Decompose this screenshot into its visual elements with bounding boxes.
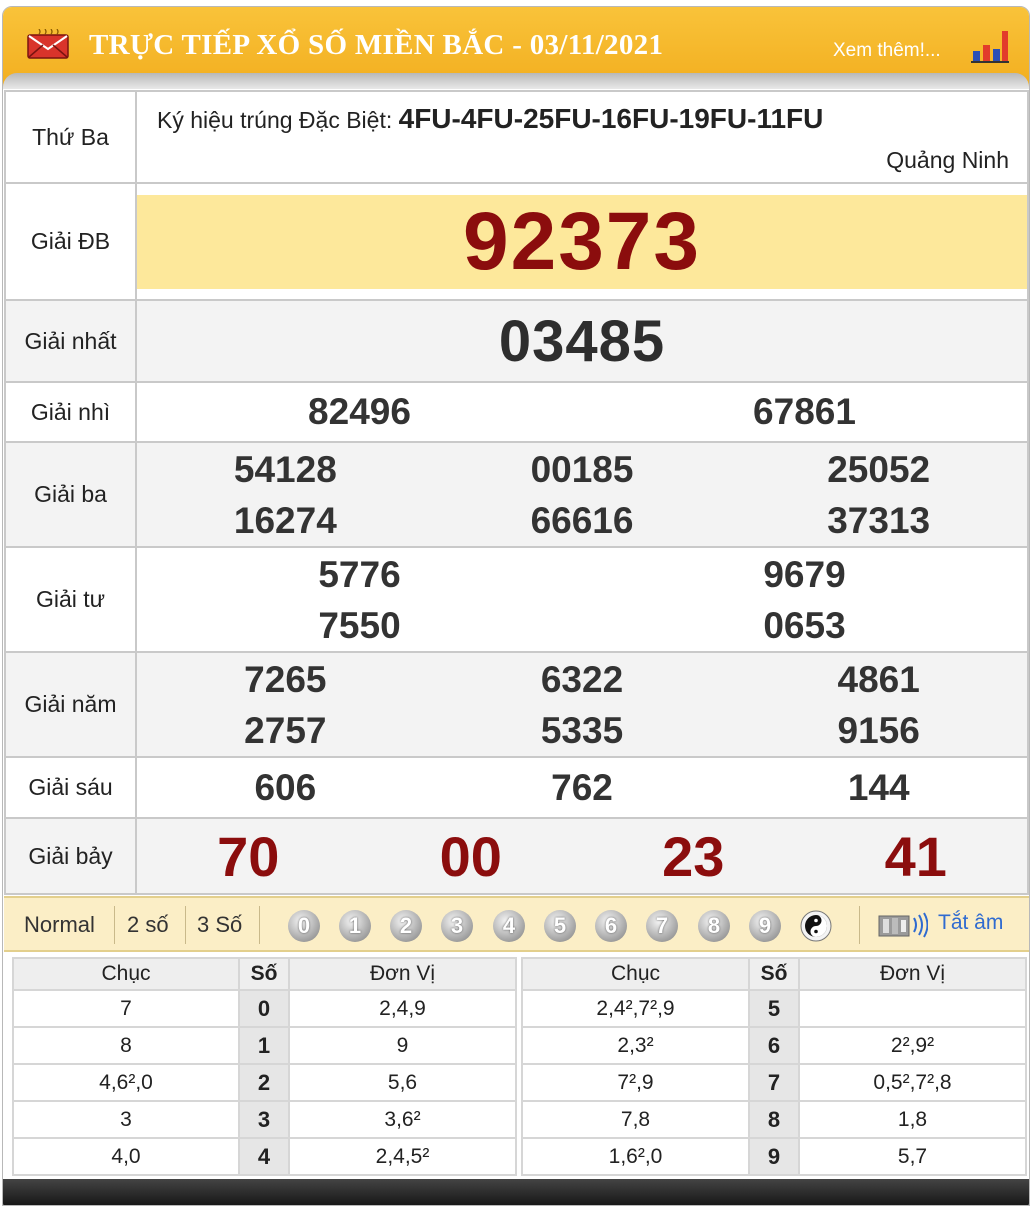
loto-digit-cell: 5 bbox=[749, 990, 799, 1027]
prize-tu-row bbox=[5, 547, 1028, 652]
loto-row bbox=[13, 1064, 516, 1101]
divider bbox=[259, 906, 260, 944]
yin-yang-icon[interactable] bbox=[800, 910, 832, 942]
loto-digit-cell: 2 bbox=[239, 1064, 289, 1101]
prize-number: 9156 bbox=[837, 709, 920, 751]
loto-chuc-cell: 7 bbox=[13, 990, 239, 1027]
header-shade bbox=[3, 73, 1029, 89]
divider bbox=[185, 906, 186, 944]
prize-number: 03485 bbox=[498, 308, 666, 374]
prize-label: Giải nhì bbox=[5, 382, 136, 442]
loto-chuc-cell: 1,6²,0 bbox=[522, 1138, 749, 1175]
loto-chuc-cell: 7²,9 bbox=[522, 1064, 749, 1101]
loto-digit-cell: 6 bbox=[749, 1027, 799, 1064]
loto-table-right bbox=[521, 957, 1027, 1176]
loto-row bbox=[13, 1101, 516, 1138]
prize-number: 4861 bbox=[837, 658, 920, 700]
loto-don-vi-cell: 9 bbox=[289, 1027, 516, 1064]
loto-row bbox=[522, 1101, 1026, 1138]
column-header-don-vi: Đơn Vị bbox=[289, 958, 516, 990]
prize-number: 41 bbox=[884, 824, 947, 888]
loto-header-row bbox=[13, 958, 516, 990]
loto-chuc-cell: 8 bbox=[13, 1027, 239, 1064]
digit-1-button[interactable]: 1 bbox=[339, 910, 371, 942]
prize-nam-row bbox=[5, 652, 1028, 757]
loto-don-vi-cell: 2²,9² bbox=[799, 1027, 1026, 1064]
digit-0-button[interactable]: 0 bbox=[288, 910, 320, 942]
page-title: TRỰC TIẾP XỔ SỐ MIỀN BẮC - 03/11/2021 bbox=[89, 29, 664, 61]
prize-number: 9679 bbox=[763, 553, 846, 595]
prize-number: 6322 bbox=[540, 658, 624, 700]
prize-number: 82496 bbox=[308, 391, 411, 432]
column-header-don-vi: Đơn Vị bbox=[799, 958, 1026, 990]
header-bar bbox=[3, 7, 1029, 89]
loto-digit-cell: 0 bbox=[239, 990, 289, 1027]
special-code-label: Ký hiệu trúng Đặc Biệt: bbox=[157, 107, 399, 133]
special-code-line bbox=[137, 93, 1027, 181]
loto-don-vi-cell: 0,5²,7²,8 bbox=[799, 1064, 1026, 1101]
digit-6-button[interactable]: 6 bbox=[595, 910, 627, 942]
prize-number: 2757 bbox=[244, 709, 327, 751]
prize-ba-row bbox=[5, 442, 1028, 547]
loto-don-vi-cell: 5,6 bbox=[289, 1064, 516, 1101]
column-header-so: Số bbox=[239, 958, 289, 990]
loto-digit-cell: 4 bbox=[239, 1138, 289, 1175]
prize-number: 25052 bbox=[827, 448, 931, 490]
digit-4-button[interactable]: 4 bbox=[493, 910, 525, 942]
loto-row bbox=[522, 1027, 1026, 1064]
prize-label: Giải năm bbox=[5, 652, 136, 757]
loto-table-left bbox=[12, 957, 517, 1176]
prize-number: 7265 bbox=[244, 658, 327, 700]
loto-digit-cell: 1 bbox=[239, 1027, 289, 1064]
loto-row bbox=[522, 990, 1026, 1027]
prize-number: 16274 bbox=[233, 499, 337, 541]
mode-normal-button[interactable]: Normal bbox=[24, 912, 95, 937]
prize-number: 54128 bbox=[233, 448, 337, 490]
special-prize-number: 92373 bbox=[137, 195, 1027, 289]
loto-row bbox=[13, 1027, 516, 1064]
loto-digit-cell: 9 bbox=[749, 1138, 799, 1175]
prize-number: 5335 bbox=[540, 709, 624, 751]
results-table bbox=[4, 90, 1029, 895]
digit-5-button[interactable]: 5 bbox=[544, 910, 576, 942]
prize-number: 0653 bbox=[763, 604, 846, 646]
prize-label: Giải bảy bbox=[5, 818, 136, 894]
prize-label: Giải ba bbox=[5, 442, 136, 547]
loto-row bbox=[13, 990, 516, 1027]
prize-db-row bbox=[5, 183, 1028, 300]
column-header-chuc: Chục bbox=[522, 958, 749, 990]
loto-don-vi-cell bbox=[799, 990, 1026, 1027]
sound-icon[interactable] bbox=[878, 912, 928, 938]
prize-number: 23 bbox=[662, 824, 725, 888]
loto-digit-cell: 8 bbox=[749, 1101, 799, 1138]
bar-chart-icon[interactable] bbox=[969, 25, 1009, 63]
loto-chuc-cell: 3 bbox=[13, 1101, 239, 1138]
prize-number: 67861 bbox=[753, 391, 856, 432]
prize-bay-row bbox=[5, 818, 1028, 894]
lottery-widget bbox=[2, 6, 1030, 1206]
prize-number: 144 bbox=[847, 766, 910, 808]
prize-number: 5776 bbox=[318, 553, 401, 595]
loto-don-vi-cell: 1,8 bbox=[799, 1101, 1026, 1138]
prize-number: 66616 bbox=[530, 499, 634, 541]
loto-don-vi-cell: 2,4,5² bbox=[289, 1138, 516, 1175]
loto-don-vi-cell: 2,4,9 bbox=[289, 990, 516, 1027]
digit-2-button[interactable]: 2 bbox=[390, 910, 422, 942]
prize-number: 70 bbox=[217, 824, 280, 888]
column-header-chuc: Chục bbox=[13, 958, 239, 990]
mode-2-digits-button[interactable]: 2 số bbox=[127, 912, 169, 937]
loto-chuc-cell: 2,3² bbox=[522, 1027, 749, 1064]
prize-nhi-row bbox=[5, 382, 1028, 442]
loto-don-vi-cell: 3,6² bbox=[289, 1101, 516, 1138]
loto-row bbox=[522, 1138, 1026, 1175]
loto-don-vi-cell: 5,7 bbox=[799, 1138, 1026, 1175]
prize-label: Giải nhất bbox=[5, 300, 136, 382]
digit-7-button[interactable]: 7 bbox=[646, 910, 678, 942]
info-row bbox=[5, 91, 1028, 183]
digit-8-button[interactable]: 8 bbox=[698, 910, 730, 942]
mute-sound-link[interactable]: Tắt âm bbox=[938, 911, 1004, 934]
column-header-so: Số bbox=[749, 958, 799, 990]
province-name: Quảng Ninh bbox=[886, 147, 1009, 173]
loto-chuc-cell: 7,8 bbox=[522, 1101, 749, 1138]
divider bbox=[114, 906, 115, 944]
prize-number: 762 bbox=[551, 766, 613, 808]
weekday-label: Thứ Ba bbox=[5, 91, 136, 183]
digit-9-button[interactable]: 9 bbox=[749, 910, 781, 942]
loto-row bbox=[522, 1064, 1026, 1101]
special-code-value: 4FU-4FU-25FU-16FU-19FU-11FU bbox=[398, 103, 824, 134]
prize-label: Giải sáu bbox=[5, 757, 136, 818]
footer-bar bbox=[3, 1179, 1029, 1206]
prize-sau-row bbox=[5, 757, 1028, 818]
prize-number: 7550 bbox=[318, 604, 401, 646]
prize-label: Giải tư bbox=[5, 547, 136, 652]
loto-chuc-cell: 2,4²,7²,9 bbox=[522, 990, 749, 1027]
loto-chuc-cell: 4,6²,0 bbox=[13, 1064, 239, 1101]
prize-number: 00185 bbox=[530, 448, 634, 490]
prize-number: 37313 bbox=[827, 499, 931, 541]
filter-toolbar bbox=[4, 896, 1029, 952]
prize-nhat-row bbox=[5, 300, 1028, 382]
see-more-link[interactable]: Xem thêm!... bbox=[833, 40, 941, 61]
prize-number: 606 bbox=[254, 766, 317, 808]
loto-digit-cell: 7 bbox=[749, 1064, 799, 1101]
loto-row bbox=[13, 1138, 516, 1175]
mode-3-digits-button[interactable]: 3 Số bbox=[197, 912, 243, 937]
loto-digit-cell: 3 bbox=[239, 1101, 289, 1138]
mail-icon bbox=[27, 29, 69, 59]
digit-3-button[interactable]: 3 bbox=[441, 910, 473, 942]
prize-number: 00 bbox=[439, 824, 502, 888]
prize-label: Giải ĐB bbox=[5, 183, 136, 300]
loto-header-row bbox=[522, 958, 1026, 990]
divider bbox=[859, 906, 860, 944]
loto-chuc-cell: 4,0 bbox=[13, 1138, 239, 1175]
